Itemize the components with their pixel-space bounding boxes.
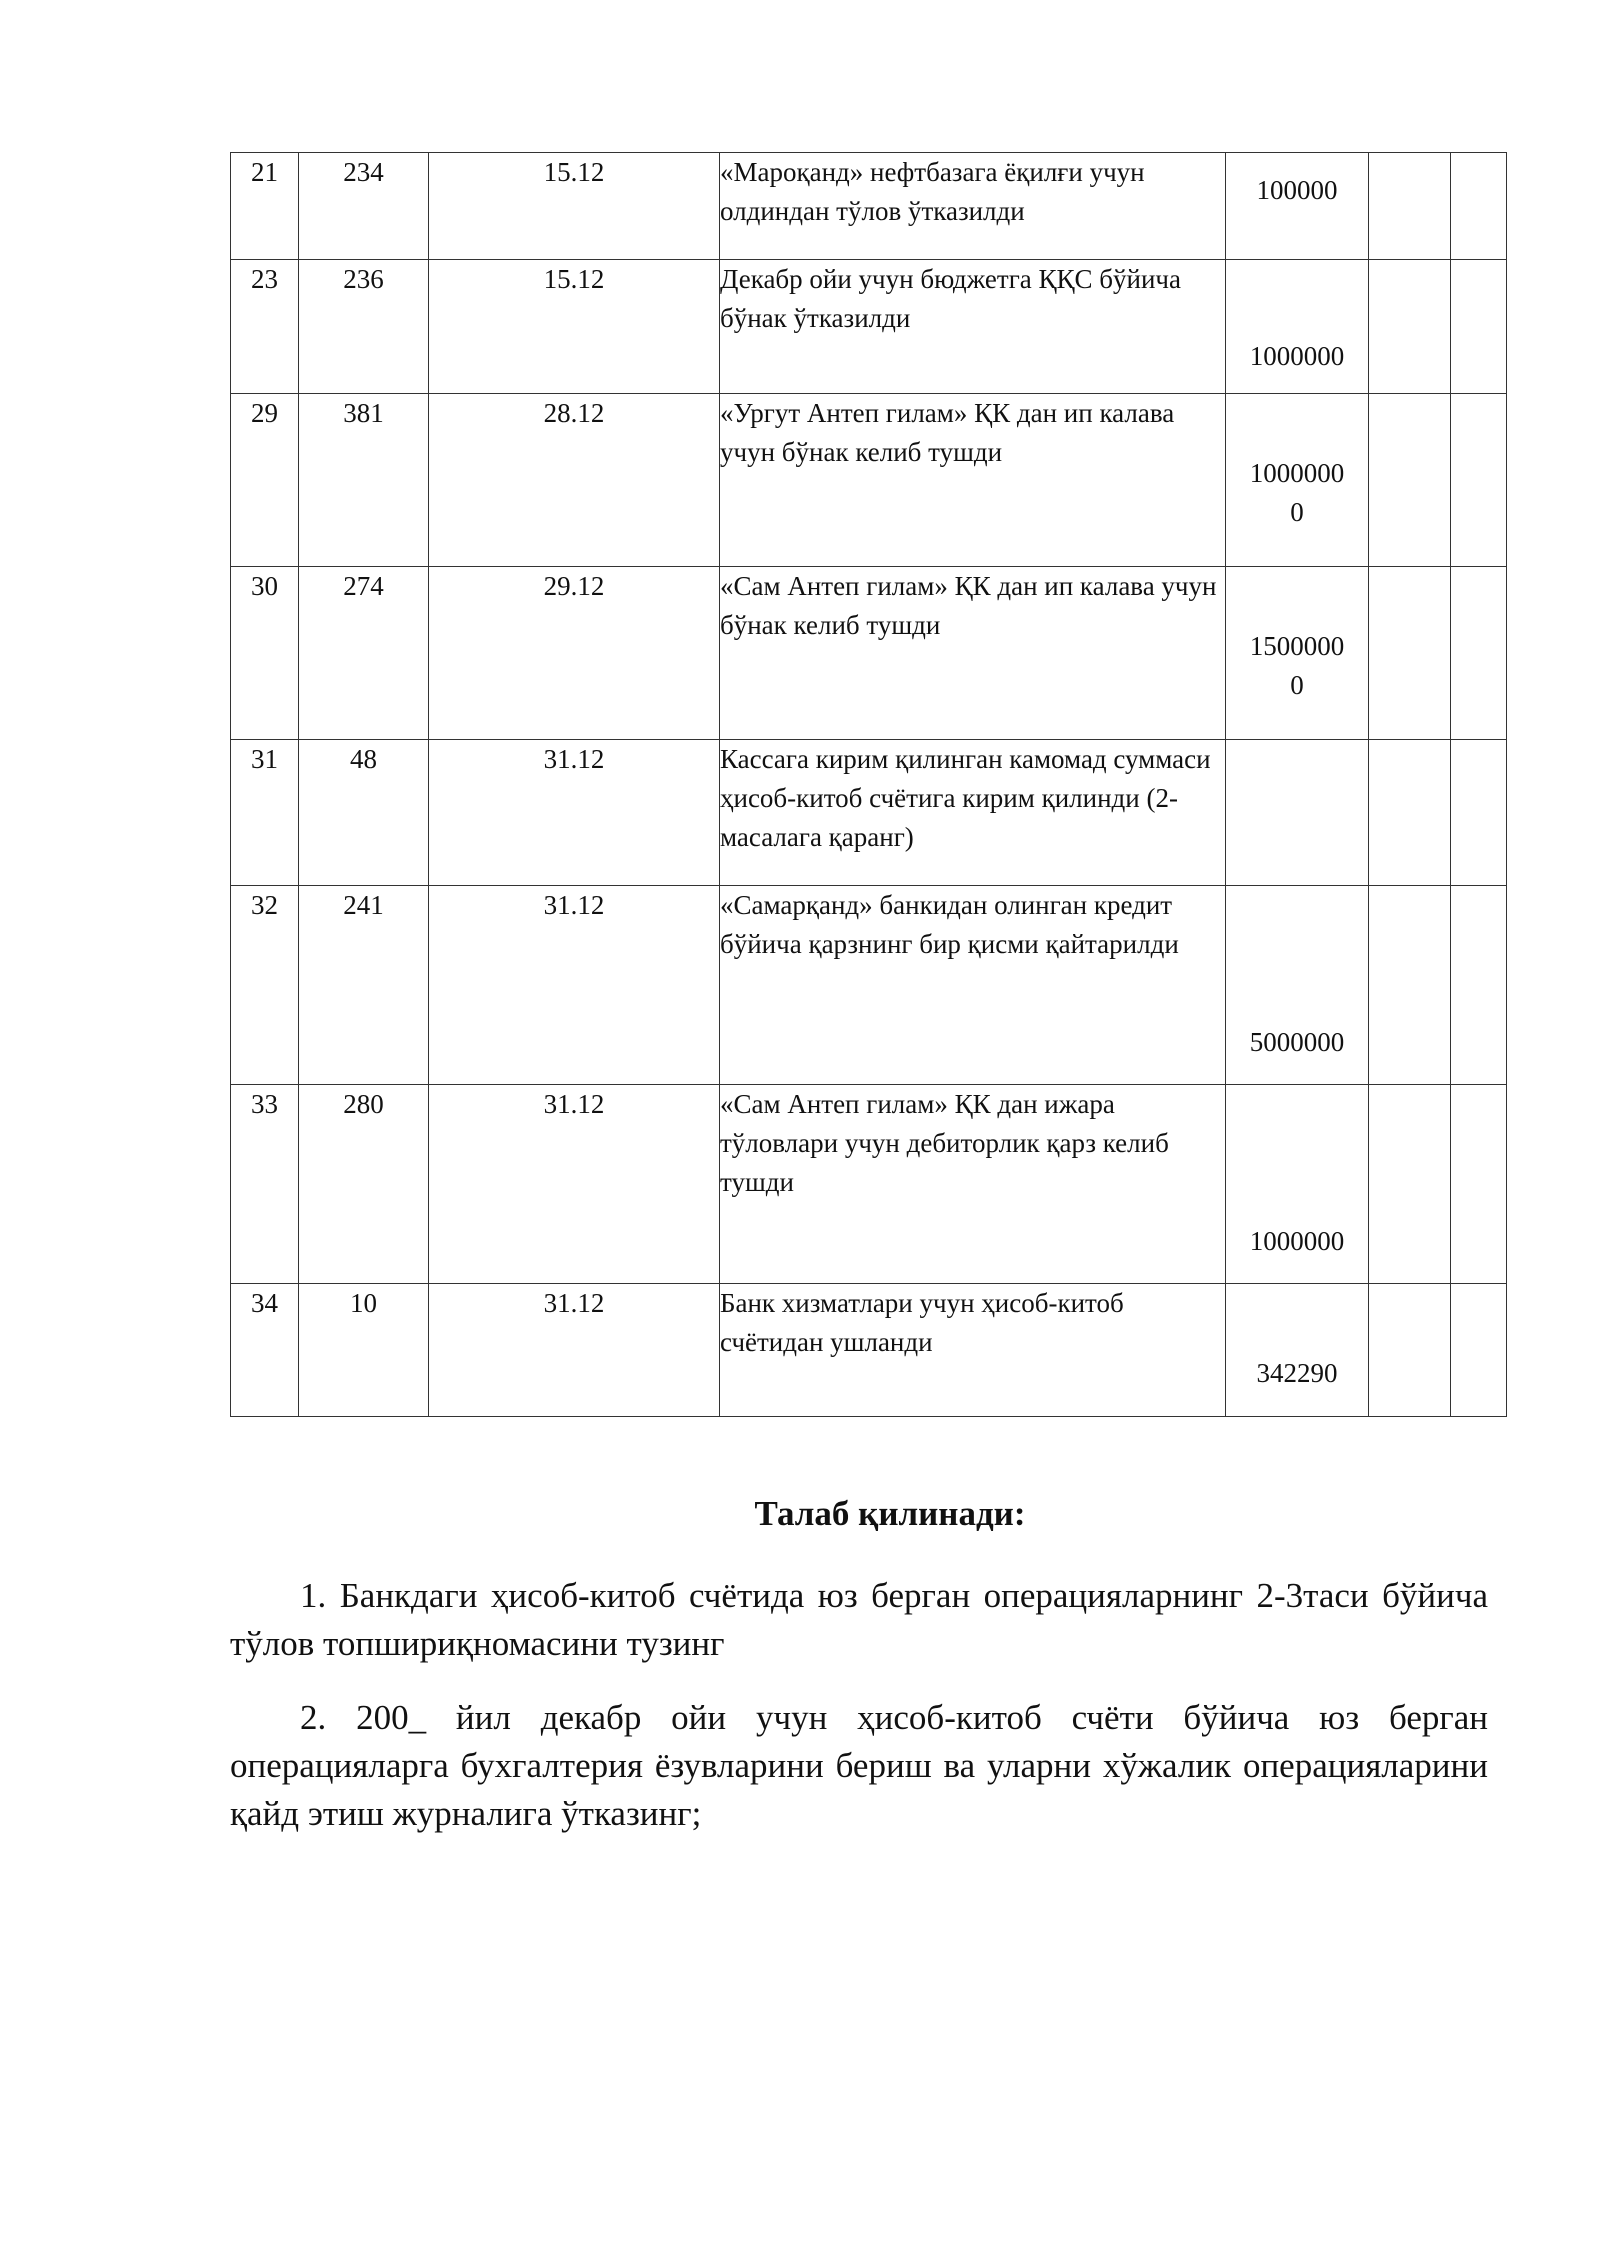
credit-cell	[1451, 1284, 1507, 1417]
credit-cell	[1451, 153, 1507, 260]
credit-cell	[1451, 1085, 1507, 1284]
row-number: 23	[231, 260, 299, 394]
amount-line: 1000000	[1249, 1226, 1345, 1256]
row-number: 30	[231, 567, 299, 740]
credit-cell	[1451, 740, 1507, 886]
document-number: 234	[299, 153, 429, 260]
operation-date: 31.12	[429, 1085, 720, 1284]
table-row	[231, 153, 1507, 260]
operation-description: Кассага кирим қилинган камомад суммаси ҳисоб-китоб счётига кирим қилинди (2-масалага қаранг)	[720, 740, 1226, 886]
credit-cell	[1451, 567, 1507, 740]
amount-cell	[1226, 567, 1369, 740]
document-number: 381	[299, 394, 429, 567]
debit-cell	[1369, 740, 1451, 886]
debit-cell	[1369, 567, 1451, 740]
row-number: 31	[231, 740, 299, 886]
requirement-item-1: 1. Банкдаги ҳисоб-китоб счётида юз берган операцияларнинг 2-3таси бўйича тўлов топшириқномасини тузинг	[230, 1576, 1488, 1663]
row-number: 33	[231, 1085, 299, 1284]
row-number: 29	[231, 394, 299, 567]
credit-cell	[1451, 260, 1507, 394]
amount-line: 1000000	[1249, 458, 1345, 488]
amount-cell	[1226, 886, 1369, 1085]
requirement-item-2: 2. 200_ йил декабр ойи учун ҳисоб-китоб счёти бўйича юз берган операцияларга бухгалтерия ёзувларини бериш ва уларни хўжалик операцияларини қайд этиш журналига ўтказинг;	[230, 1698, 1488, 1833]
debit-cell	[1369, 1284, 1451, 1417]
document-number: 274	[299, 567, 429, 740]
row-number: 32	[231, 886, 299, 1085]
document-number: 236	[299, 260, 429, 394]
operation-date: 31.12	[429, 886, 720, 1085]
row-number: 34	[231, 1284, 299, 1417]
debit-cell	[1369, 886, 1451, 1085]
table-row	[231, 740, 1507, 886]
amount-line: 0	[1290, 497, 1304, 527]
amount-cell	[1226, 740, 1369, 886]
amount-cell	[1226, 394, 1369, 567]
operation-date: 28.12	[429, 394, 720, 567]
amount-line: 1000000	[1249, 341, 1345, 371]
debit-cell	[1369, 394, 1451, 567]
document-number: 10	[299, 1284, 429, 1417]
operation-date: 15.12	[429, 153, 720, 260]
amount-line: 5000000	[1249, 1027, 1345, 1057]
credit-cell	[1451, 886, 1507, 1085]
operation-description: Банк хизматлари учун ҳисоб-китоб счётидан ушланди	[720, 1284, 1226, 1417]
amount-cell	[1226, 153, 1369, 260]
row-number: 21	[231, 153, 299, 260]
amount-line: 0	[1290, 670, 1304, 700]
amount-cell	[1226, 260, 1369, 394]
document-number: 280	[299, 1085, 429, 1284]
document-number: 48	[299, 740, 429, 886]
operation-description: «Сам Антеп гилам» ҚК дан ип калава учун бўнак келиб тушди	[720, 567, 1226, 740]
amount-line: 1500000	[1249, 631, 1345, 661]
operation-description: «Ургут Антеп гилам» ҚК дан ип калава учун бўнак келиб тушди	[720, 394, 1226, 567]
amount-cell	[1226, 1284, 1369, 1417]
table-row	[231, 1284, 1507, 1417]
operation-description: Декабр ойи учун бюджетга ҚҚС бўйича бўнак ўтказилди	[720, 260, 1226, 394]
amount-cell	[1226, 1085, 1369, 1284]
table-row	[231, 394, 1507, 567]
amount-line: 100000	[1256, 175, 1338, 205]
operation-date: 29.12	[429, 567, 720, 740]
operation-date: 31.12	[429, 1284, 720, 1417]
requirements-heading: Талаб қилинади:	[754, 1494, 1026, 1533]
table-row	[231, 1085, 1507, 1284]
operation-description: «Мароқанд» нефтбазага ёқилғи учун олдиндан тўлов ўтказилди	[720, 153, 1226, 260]
table-row	[231, 260, 1507, 394]
operation-date: 31.12	[429, 740, 720, 886]
document-number: 241	[299, 886, 429, 1085]
debit-cell	[1369, 153, 1451, 260]
table-row	[231, 567, 1507, 740]
amount-line: 342290	[1256, 1358, 1338, 1388]
operations-table	[230, 152, 1507, 1417]
operation-description: «Сам Антеп гилам» ҚК дан ижара тўловлари учун дебиторлик қарз келиб тушди	[720, 1085, 1226, 1284]
debit-cell	[1369, 260, 1451, 394]
credit-cell	[1451, 394, 1507, 567]
operation-description: «Самарқанд» банкидан олинган кредит бўйича қарзнинг бир қисми қайтарилди	[720, 886, 1226, 1085]
debit-cell	[1369, 1085, 1451, 1284]
operation-date: 15.12	[429, 260, 720, 394]
table-row	[231, 886, 1507, 1085]
